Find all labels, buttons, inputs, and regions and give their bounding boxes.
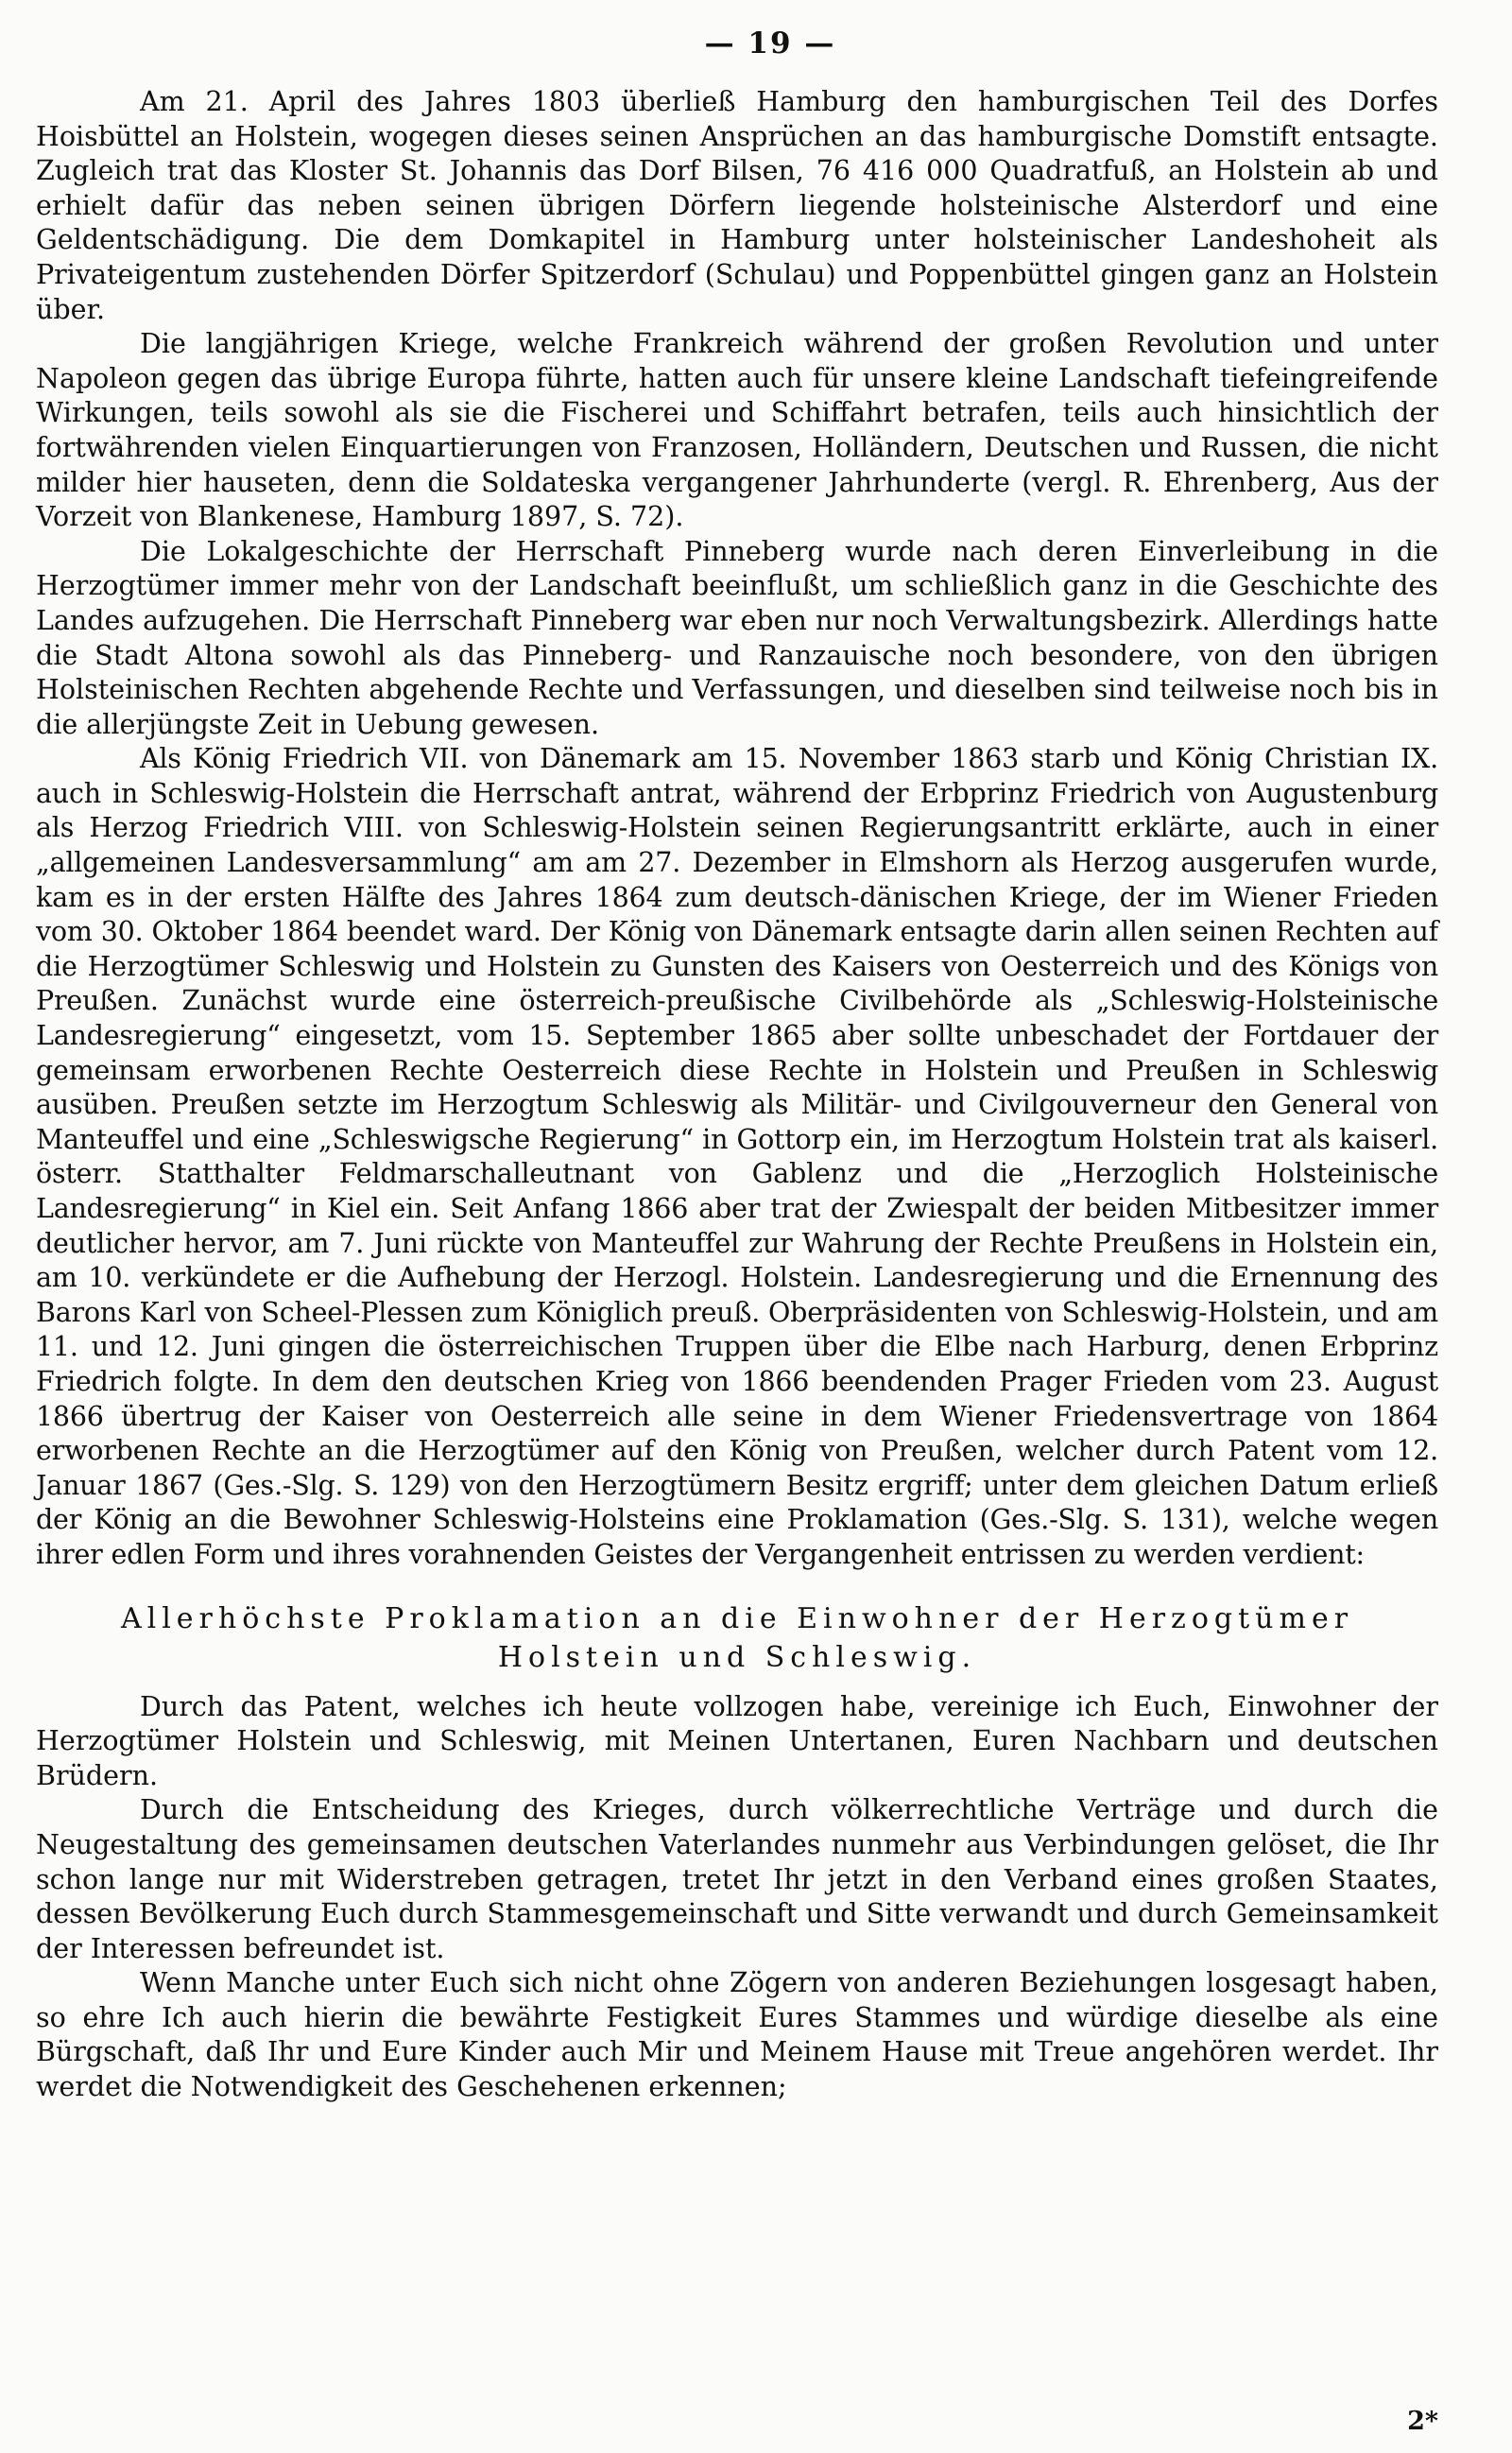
- paragraph-2: Die langjährigen Kriege, welche Frankreich während der großen Revolution und unter Napoleon gegen das übrige Europa führte, hatten auch für unsere kleine Landschaft tiefeingreifende Wirkungen, teils sowohl als sie die Fischerei und Schiffahrt betrafen, teils auch hinsichtlich der fortwährenden vielen Einquartierungen von Franzosen, Holländern, Deutschen und Russen, die nicht milder hier hauseten, denn die Soldateska vergangener Jahrhunderte (vergl. R. Ehrenberg, Aus der Vorzeit von Blankenese, Hamburg 1897, S. 72).: [36, 328, 1438, 533]
- proclamation-paragraph-1: Durch das Patent, welches ich heute vollzogen habe, vereinige ich Euch, Einwohner der Herzogtümer Holstein und Schleswig, mit Meinen Untertanen, Euren Nachbarn und deutschen Brüdern.: [36, 1690, 1438, 1791]
- proclamation-title-line-1: Allerhöchste Proklamation an die Einwohner der Herzogtümer: [120, 1601, 1354, 1635]
- paragraph-3: Die Lokalgeschichte der Herrschaft Pinneberg wurde nach deren Einverleibung in die Herzogtümer immer mehr von der Landschaft beeinflußt, um schließlich ganz in die Geschichte des Landes aufzugehen. Die Herrschaft Pinneberg war eben nur noch Verwaltungsbezirk. Allerdings hatte die Stadt Altona sowohl als das Pinneberg- und Ranzauische noch besondere, von den übrigen Holsteinischen Rechten abgehende Rechte und Verfassungen, und dieselben sind teilweise noch bis in die allerjüngste Zeit in Uebung gewesen.: [36, 535, 1438, 740]
- proclamation-title: [36, 1599, 1438, 1677]
- signature-mark: 2*: [1407, 2407, 1438, 2436]
- proclamation-title-line-2: Holstein und Schleswig.: [497, 1640, 977, 1674]
- proclamation-paragraph-2: Durch die Entscheidung des Krieges, durch völkerrechtliche Verträge und durch die Neugestaltung des gemeinsamen deutschen Vaterlandes nunmehr aus Verbindungen gelöset, die Ihr schon lange nur mit Widerstreben getragen, tretet Ihr jetzt in den Verband eines großen Staates, dessen Bevölkerung Euch durch Stammesgemeinschaft und Sitte verwandt und durch Gemeinsamkeit der Interessen befreundet ist.: [36, 1794, 1438, 1964]
- paragraph-1: Am 21. April des Jahres 1803 überließ Hamburg den hamburgischen Teil des Dorfes Hoisbüttel an Holstein, wogegen dieses seinen Ansprüchen an das hamburgische Domstift entsagte. Zugleich trat das Kloster St. Johannis das Dorf Bilsen, 76 416 000 Quadratfuß, an Holstein ab und erhielt dafür das neben seinen übrigen Dörfern liegende holsteinische Alsterdorf und eine Geldentschädigung. Die dem Domkapitel in Hamburg unter holsteinischer Landeshoheit als Privateigentum zustehenden Dörfer Spitzerdorf (Schulau) und Poppenbüttel gingen ganz an Holstein über.: [36, 86, 1438, 325]
- paragraph-4: Als König Friedrich VII. von Dänemark am 15. November 1863 starb und König Christian IX. auch in Schleswig-Holstein die Herrschaft antrat, während der Erbprinz Friedrich von Augustenburg als Herzog Friedrich VIII. von Schleswig-Holstein seinen Regierungsantritt erklärte, auch in einer „allgemeinen Landesversammlung“ am am 27. Dezember in Elmshorn als Herzog ausgerufen wurde, kam es in der ersten Hälfte des Jahres 1864 zum deutsch-dänischen Kriege, der im Wiener Frieden vom 30. Oktober 1864 beendet ward. Der König von Dänemark entsagte darin allen seinen Rechten auf die Herzogtümer Schleswig und Holstein zu Gunsten des Kaisers von Oesterreich und des Königs von Preußen. Zunächst wurde eine österreich-preußische Civilbehörde als „Schleswig-Holsteinische Landesregierung“ eingesetzt, vom 15. September 1865 aber sollte unbeschadet der Fortdauer der gemeinsam erworbenen Rechte Oesterreich diese Rechte in Holstein und Preußen in Schleswig ausüben. Preußen setzte im Herzogtum Schleswig als Militär- und Civilgouverneur den General von Manteuffel und eine „Schleswigsche Regierung“ in Gottorp ein, im Herzogtum Holstein trat als kaiserl. österr. Statthalter Feldmarschalleutnant von Gablenz und die „Herzoglich Holsteinische Landesregierung“ in Kiel ein. Seit Anfang 1866 aber trat der Zwiespalt der beiden Mitbesitzer immer deutlicher hervor, am 7. Juni rückte von Manteuffel zur Wahrung der Rechte Preußens in Holstein ein, am 10. verkündete er die Aufhebung der Herzogl. Holstein. Landesregierung und die Ernennung des Barons Karl von Scheel-Plessen zum Königlich preuß. Oberpräsidenten von Schleswig-Holstein, und am 11. und 12. Juni gingen die österreichischen Truppen über die Elbe nach Harburg, denen Erbprinz Friedrich folgte. In dem den deutschen Krieg von 1866 beendenden Prager Frieden vom 23. August 1866 übertrug der Kaiser von Oesterreich alle seine in dem Wiener Friedensvertrage von 1864 erworbenen Rechte an die Herzogtümer auf den König von Preußen, welcher durch Patent vom 12. Januar 1867 (Ges.-Slg. S. 129) von den Herzogtümern Besitz ergriff; unter dem gleichen Datum erließ der König an die Bewohner Schleswig-Holsteins eine Proklamation (Ges.-Slg. S. 131), welche wegen ihrer edlen Form und ihres vorahnenden Geistes der Vergangenheit entrissen zu werden verdient:: [36, 743, 1438, 1570]
- proclamation-paragraph-3: Wenn Manche unter Euch sich nicht ohne Zögern von anderen Beziehungen losgesagt haben, so ehre Ich auch hierin die bewährte Festigkeit Eures Stammes und würdige dieselbe als eine Bürgschaft, daß Ihr und Eure Kinder auch Mir und Meinem Hause mit Treue angehören werdet. Ihr werdet die Notwendigkeit des Geschehenen erkennen;: [36, 1967, 1438, 2103]
- page-number: — 19 —: [704, 26, 836, 60]
